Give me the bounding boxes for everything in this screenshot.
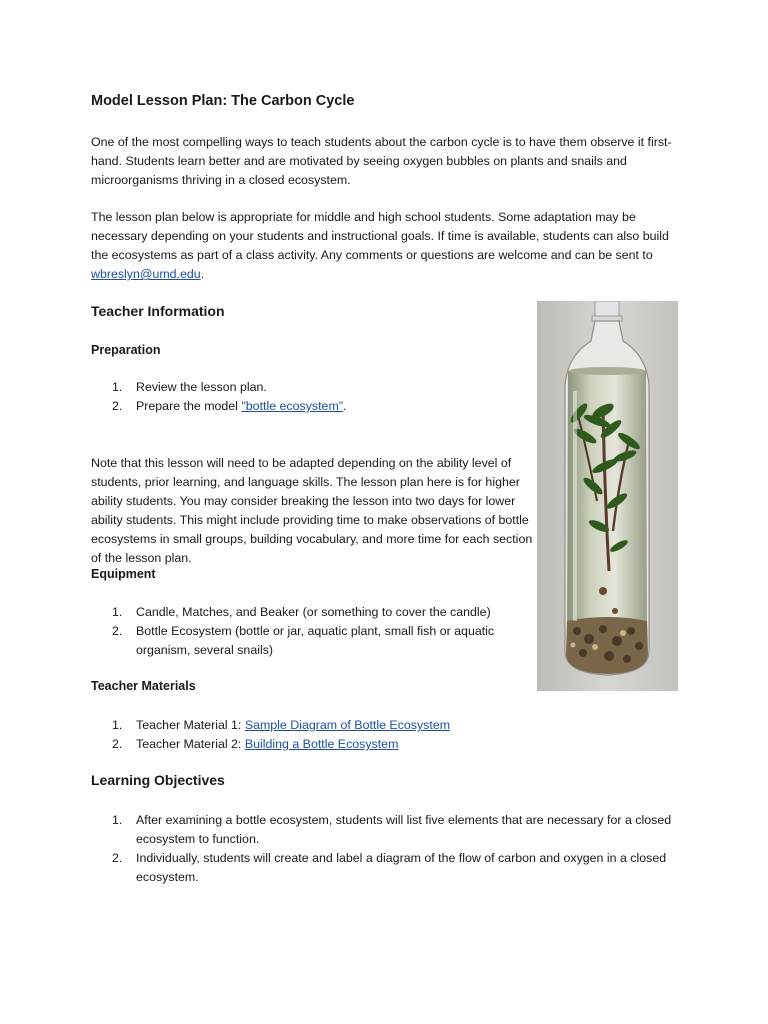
list-text: Teacher Material 2: [136, 737, 245, 751]
list-number: 2. [112, 737, 123, 751]
list-text: After examining a bottle ecosystem, students will list five elements that are necessary for a closed ecosystem to function. [136, 813, 672, 846]
equipment-heading: Equipment [91, 567, 156, 581]
list-text: Bottle Ecosystem (bottle or jar, aquatic plant, small fish or aquatic organism, several snails) [136, 624, 495, 657]
list-item [91, 716, 591, 735]
list-number: 2. [112, 851, 123, 865]
equipment-list [91, 603, 541, 660]
list-item [91, 622, 496, 660]
intro-paragraph-2-text: The lesson plan below is appropriate for middle and high school students. Some adaptation may be necessary depending on your students and instructional goals. If time is available, students can also build the ecosystems as part of a class activity. Any comments or questions are welcome and can be sent to [91, 210, 669, 262]
page-title: Model Lesson Plan: The Carbon Cycle [91, 93, 355, 109]
intro-paragraph-2 [91, 208, 681, 284]
bottle-ecosystem-link[interactable]: "bottle ecosystem" [241, 399, 344, 413]
list-number: 1. [112, 718, 123, 732]
list-number: 2. [112, 624, 123, 638]
list-item [91, 849, 681, 887]
intro-paragraph-1: One of the most compelling ways to teach students about the carbon cycle is to have them observe it first-hand. Students learn better and are motivated by seeing oxygen bubbles on plants and snails and microorganisms thriving in a closed ecosystem. [91, 135, 672, 187]
teacher-materials-heading: Teacher Materials [91, 679, 196, 693]
intro-paragraph-2-end: . [200, 267, 205, 281]
preparation-list [91, 378, 521, 416]
list-text: Candle, Matches, and Beaker (or something to cover the candle) [136, 605, 491, 619]
adaptation-note: Note that this lesson will need to be adapted depending on the ability level of students, prior learning, and language skills. The lesson plan here is for higher ability students. You may consider breaking the lesson into two days for lower ability students. This might include providing time to make observations of bottle ecosystems in small groups, building vocabulary, and more time for each section of the lesson plan. [91, 456, 533, 565]
teacher-information-heading: Teacher Information [91, 303, 225, 319]
list-text-end: . [343, 399, 347, 413]
list-number: 1. [112, 605, 123, 619]
list-item [91, 735, 591, 754]
list-text: Prepare the model [136, 399, 242, 413]
list-text: Individually, students will create and label a diagram of the flow of carbon and oxygen in a closed ecosystem. [136, 851, 667, 884]
learning-objectives-list [91, 811, 681, 887]
list-item [91, 397, 521, 416]
bottle-ecosystem-photo [537, 301, 678, 691]
list-number: 1. [112, 813, 123, 827]
list-text: Review the lesson plan. [136, 380, 267, 394]
list-item [91, 811, 681, 849]
email-link[interactable]: wbreslyn@umd.edu [91, 267, 201, 281]
sample-diagram-link[interactable]: Sample Diagram of Bottle Ecosystem [244, 718, 451, 732]
list-number: 1. [112, 380, 123, 394]
building-bottle-ecosystem-link[interactable]: Building a Bottle Ecosystem [244, 737, 399, 751]
preparation-heading: Preparation [91, 343, 161, 357]
learning-objectives-heading: Learning Objectives [91, 772, 225, 788]
teacher-materials-list [91, 716, 591, 754]
list-item [91, 378, 521, 397]
bottle-illustration [537, 301, 678, 691]
list-number: 2. [112, 399, 123, 413]
list-text: Teacher Material 1: [136, 718, 245, 732]
list-item [91, 603, 541, 622]
